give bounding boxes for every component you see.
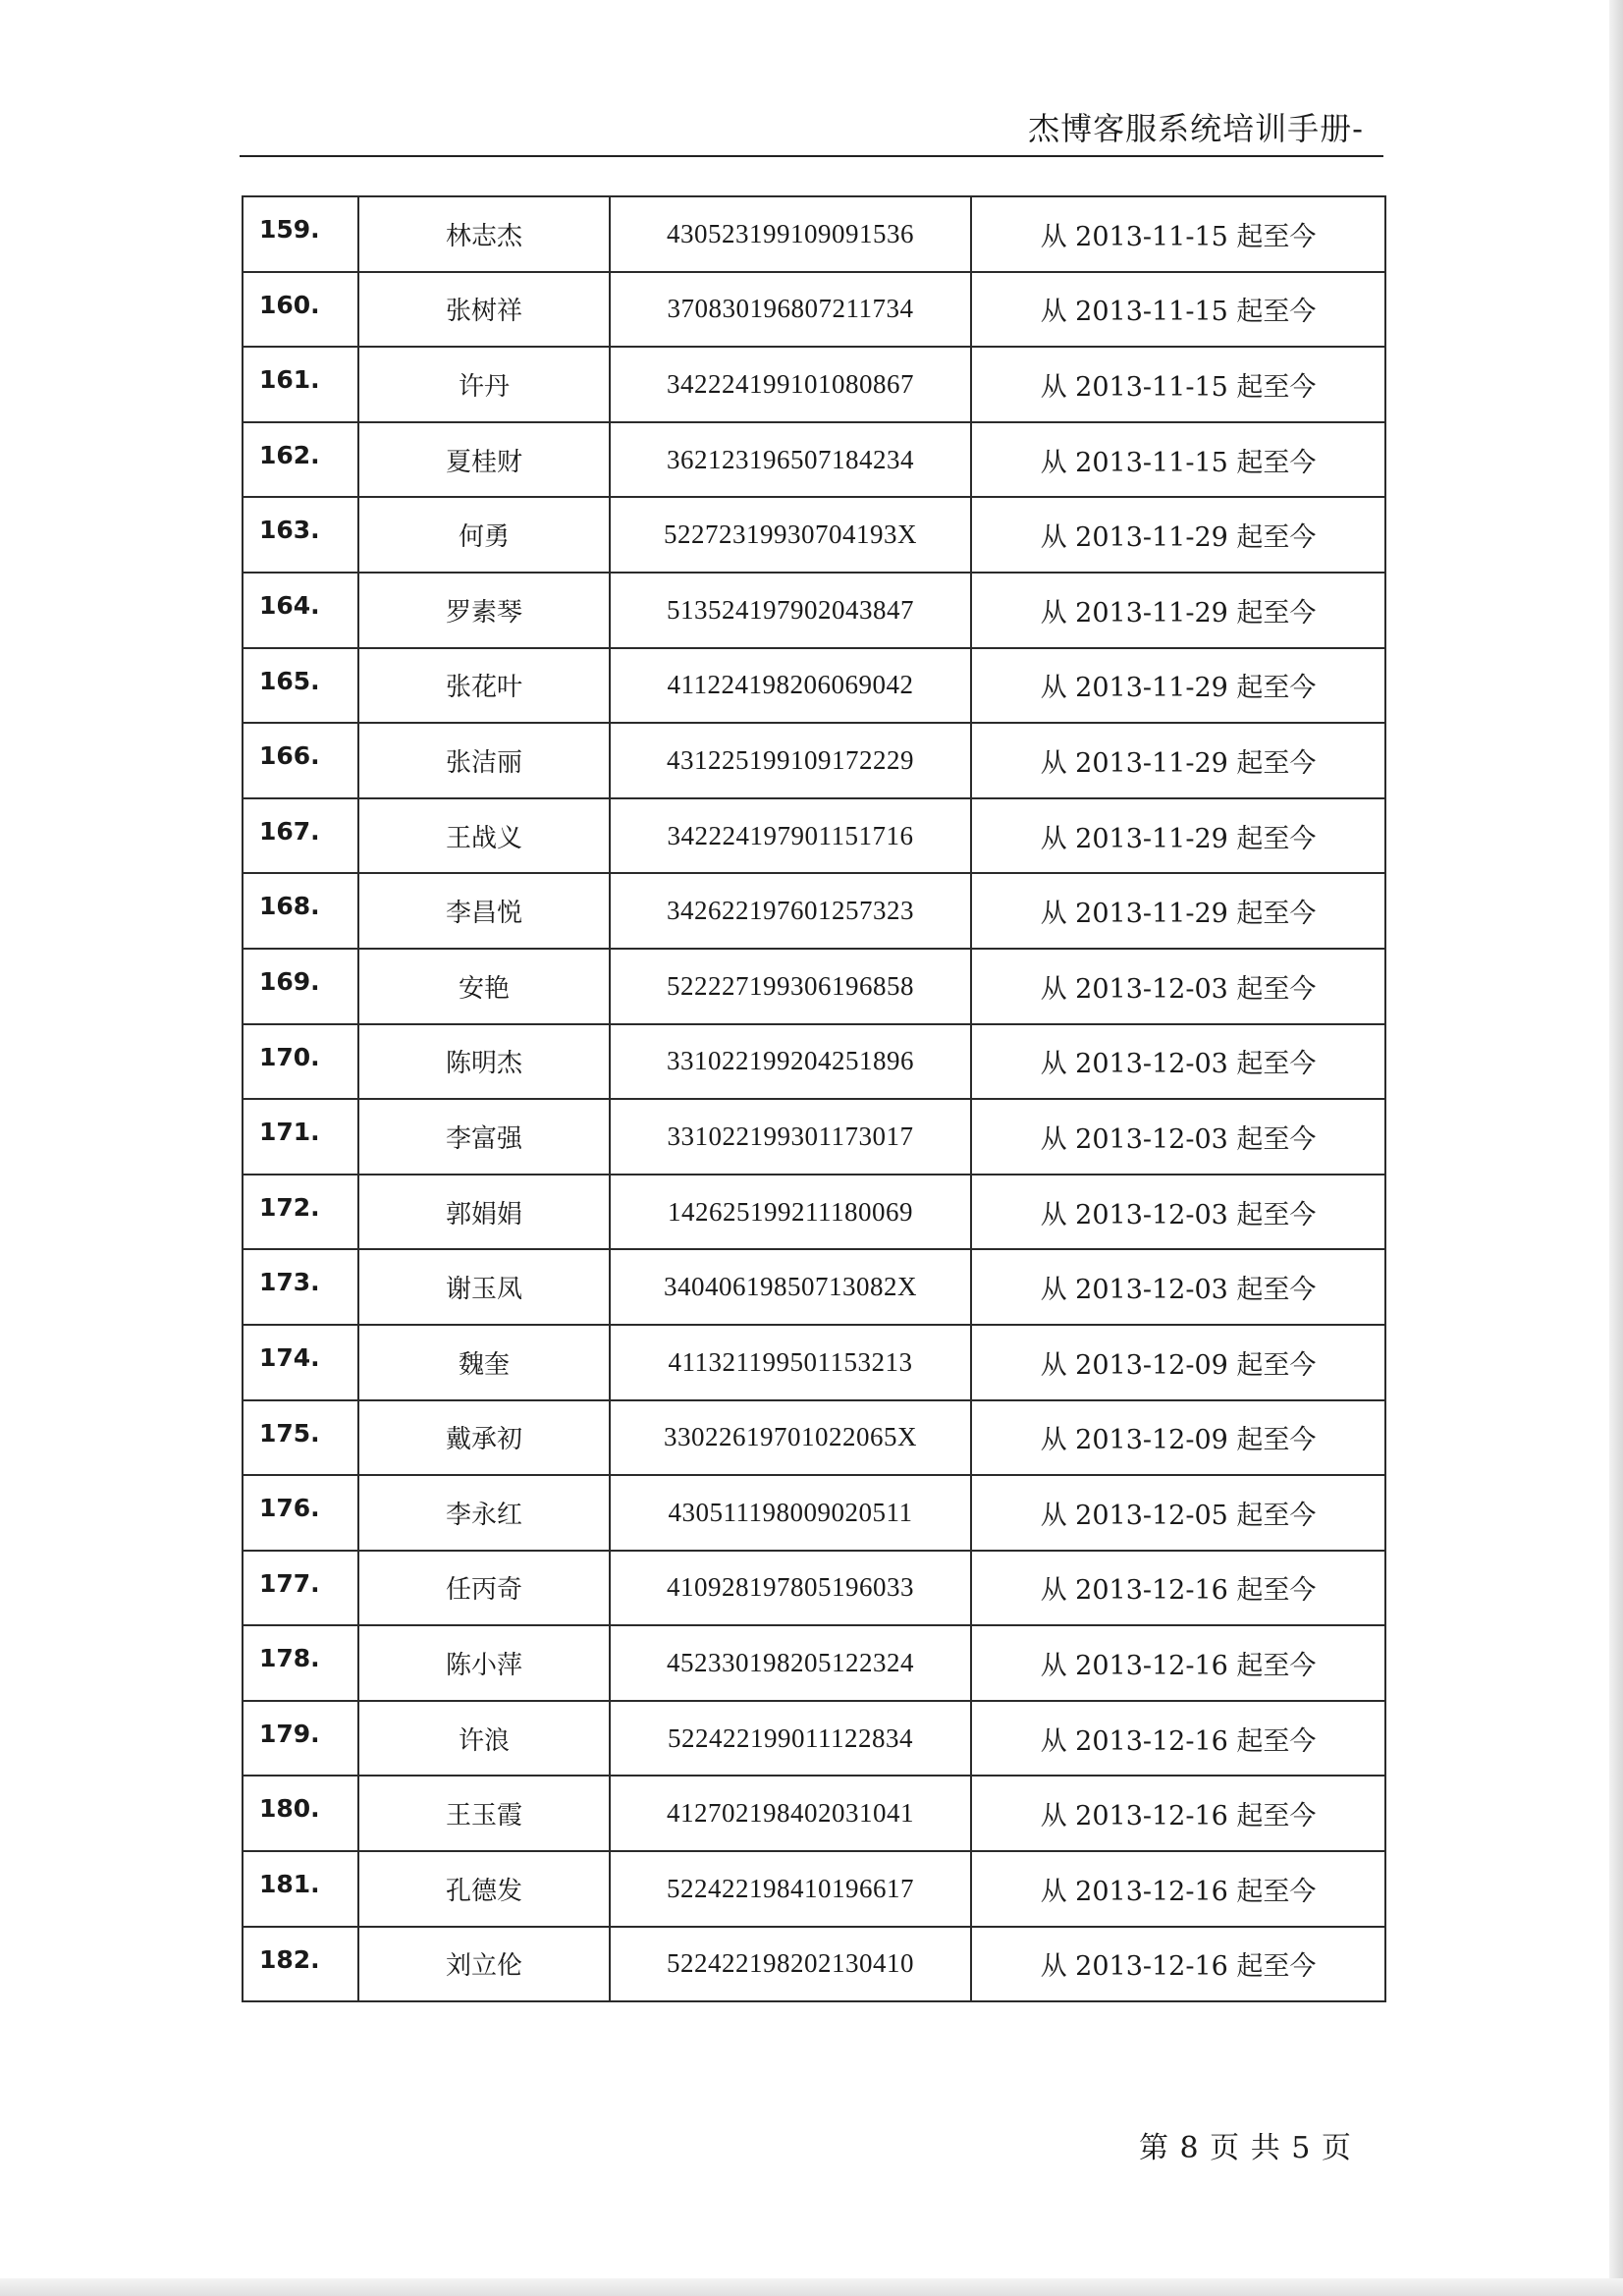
row-number: 165. [243,648,358,724]
table-row [243,497,1385,573]
id-number: 362123196507184234 [610,422,971,498]
person-name: 刘立伦 [358,1927,610,2002]
table-row [243,196,1385,272]
table-row [243,648,1385,724]
person-name: 许丹 [358,347,610,422]
row-number: 176. [243,1475,358,1551]
person-name: 魏奎 [358,1325,610,1400]
employment-period: 从 2013-12-16 起至今 [971,1701,1385,1777]
id-number: 342224197901151716 [610,798,971,874]
person-name: 李永红 [358,1475,610,1551]
table-row [243,1024,1385,1100]
employment-period: 从 2013-12-03 起至今 [971,1175,1385,1250]
person-name: 孔德发 [358,1851,610,1927]
person-name: 林志杰 [358,196,610,272]
employment-period: 从 2013-12-03 起至今 [971,949,1385,1024]
employment-period: 从 2013-11-29 起至今 [971,648,1385,724]
id-number: 522422199011122834 [610,1701,971,1777]
person-name: 任丙奇 [358,1551,610,1626]
row-number: 159. [243,196,358,272]
id-number: 411224198206069042 [610,648,971,724]
table-row [243,1249,1385,1325]
row-number: 174. [243,1325,358,1400]
table-row [243,723,1385,798]
person-name: 李富强 [358,1099,610,1175]
person-name: 何勇 [358,497,610,573]
employment-period: 从 2013-12-16 起至今 [971,1625,1385,1701]
id-number: 430511198009020511 [610,1475,971,1551]
employment-period: 从 2013-11-29 起至今 [971,798,1385,874]
row-number: 177. [243,1551,358,1626]
table-row [243,1851,1385,1927]
person-name: 戴承初 [358,1400,610,1476]
employment-period: 从 2013-12-16 起至今 [971,1851,1385,1927]
row-number: 168. [243,873,358,949]
person-name: 张树祥 [358,272,610,348]
table-row [243,1776,1385,1851]
row-number: 173. [243,1249,358,1325]
page-number: 第 8 页 共 5 页 [1139,2131,1352,2165]
page-header [240,106,1383,157]
id-number: 33022619701022065X [610,1400,971,1476]
id-number: 331022199204251896 [610,1024,971,1100]
employment-period: 从 2013-12-16 起至今 [971,1927,1385,2002]
employment-period: 从 2013-11-15 起至今 [971,272,1385,348]
row-number: 160. [243,272,358,348]
employment-period: 从 2013-11-15 起至今 [971,422,1385,498]
person-name: 王玉霞 [358,1776,610,1851]
person-name: 张洁丽 [358,723,610,798]
person-name: 李昌悦 [358,873,610,949]
row-number: 161. [243,347,358,422]
employment-period: 从 2013-12-05 起至今 [971,1475,1385,1551]
table-row [243,1551,1385,1626]
employment-period: 从 2013-11-29 起至今 [971,873,1385,949]
employment-period: 从 2013-11-29 起至今 [971,573,1385,648]
id-number: 522422198202130410 [610,1927,971,2002]
id-number: 522422198410196617 [610,1851,971,1927]
id-number: 431225199109172229 [610,723,971,798]
employment-period: 从 2013-11-29 起至今 [971,723,1385,798]
table-row [243,422,1385,498]
table-row [243,873,1385,949]
employment-period: 从 2013-12-09 起至今 [971,1325,1385,1400]
table-row [243,1175,1385,1250]
person-name: 谢玉凤 [358,1249,610,1325]
document-title: 杰博客服系统培训手册- [1028,110,1364,147]
employment-period: 从 2013-12-16 起至今 [971,1551,1385,1626]
person-name: 夏桂财 [358,422,610,498]
id-number: 412702198402031041 [610,1776,971,1851]
id-number: 342622197601257323 [610,873,971,949]
scan-bottom-shadow [0,2278,1623,2296]
id-number: 34040619850713082X [610,1249,971,1325]
id-number: 411321199501153213 [610,1325,971,1400]
employment-period: 从 2013-12-03 起至今 [971,1024,1385,1100]
employment-period: 从 2013-12-03 起至今 [971,1099,1385,1175]
employment-period: 从 2013-12-03 起至今 [971,1249,1385,1325]
id-number: 452330198205122324 [610,1625,971,1701]
id-number: 513524197902043847 [610,573,971,648]
id-number: 522227199306196858 [610,949,971,1024]
person-name: 陈小萍 [358,1625,610,1701]
id-number: 342224199101080867 [610,347,971,422]
row-number: 167. [243,798,358,874]
table-row [243,1099,1385,1175]
table-row [243,1927,1385,2002]
person-name: 王战义 [358,798,610,874]
table-row [243,1475,1385,1551]
row-number: 180. [243,1776,358,1851]
id-number: 331022199301173017 [610,1099,971,1175]
person-name: 许浪 [358,1701,610,1777]
id-number: 142625199211180069 [610,1175,971,1250]
row-number: 171. [243,1099,358,1175]
id-number: 370830196807211734 [610,272,971,348]
row-number: 164. [243,573,358,648]
person-name: 张花叶 [358,648,610,724]
person-name: 陈明杰 [358,1024,610,1100]
row-number: 178. [243,1625,358,1701]
row-number: 179. [243,1701,358,1777]
employment-period: 从 2013-11-15 起至今 [971,196,1385,272]
table-row [243,347,1385,422]
row-number: 169. [243,949,358,1024]
table-row [243,949,1385,1024]
scan-edge-shadow [1609,0,1623,2296]
staff-table [242,195,1386,2002]
employment-period: 从 2013-11-15 起至今 [971,347,1385,422]
person-name: 安艳 [358,949,610,1024]
employment-period: 从 2013-12-16 起至今 [971,1776,1385,1851]
id-number: 410928197805196033 [610,1551,971,1626]
row-number: 163. [243,497,358,573]
employment-period: 从 2013-12-09 起至今 [971,1400,1385,1476]
row-number: 162. [243,422,358,498]
row-number: 166. [243,723,358,798]
id-number: 430523199109091536 [610,196,971,272]
table-row [243,1325,1385,1400]
table-row [243,1625,1385,1701]
table-row [243,573,1385,648]
row-number: 175. [243,1400,358,1476]
table-row [243,798,1385,874]
row-number: 172. [243,1175,358,1250]
row-number: 181. [243,1851,358,1927]
row-number: 170. [243,1024,358,1100]
employment-period: 从 2013-11-29 起至今 [971,497,1385,573]
id-number: 52272319930704193X [610,497,971,573]
table-row [243,1701,1385,1777]
person-name: 郭娟娟 [358,1175,610,1250]
table-row [243,272,1385,348]
row-number: 182. [243,1927,358,2002]
staff-table-body [243,196,1385,2001]
table-row [243,1400,1385,1476]
person-name: 罗素琴 [358,573,610,648]
